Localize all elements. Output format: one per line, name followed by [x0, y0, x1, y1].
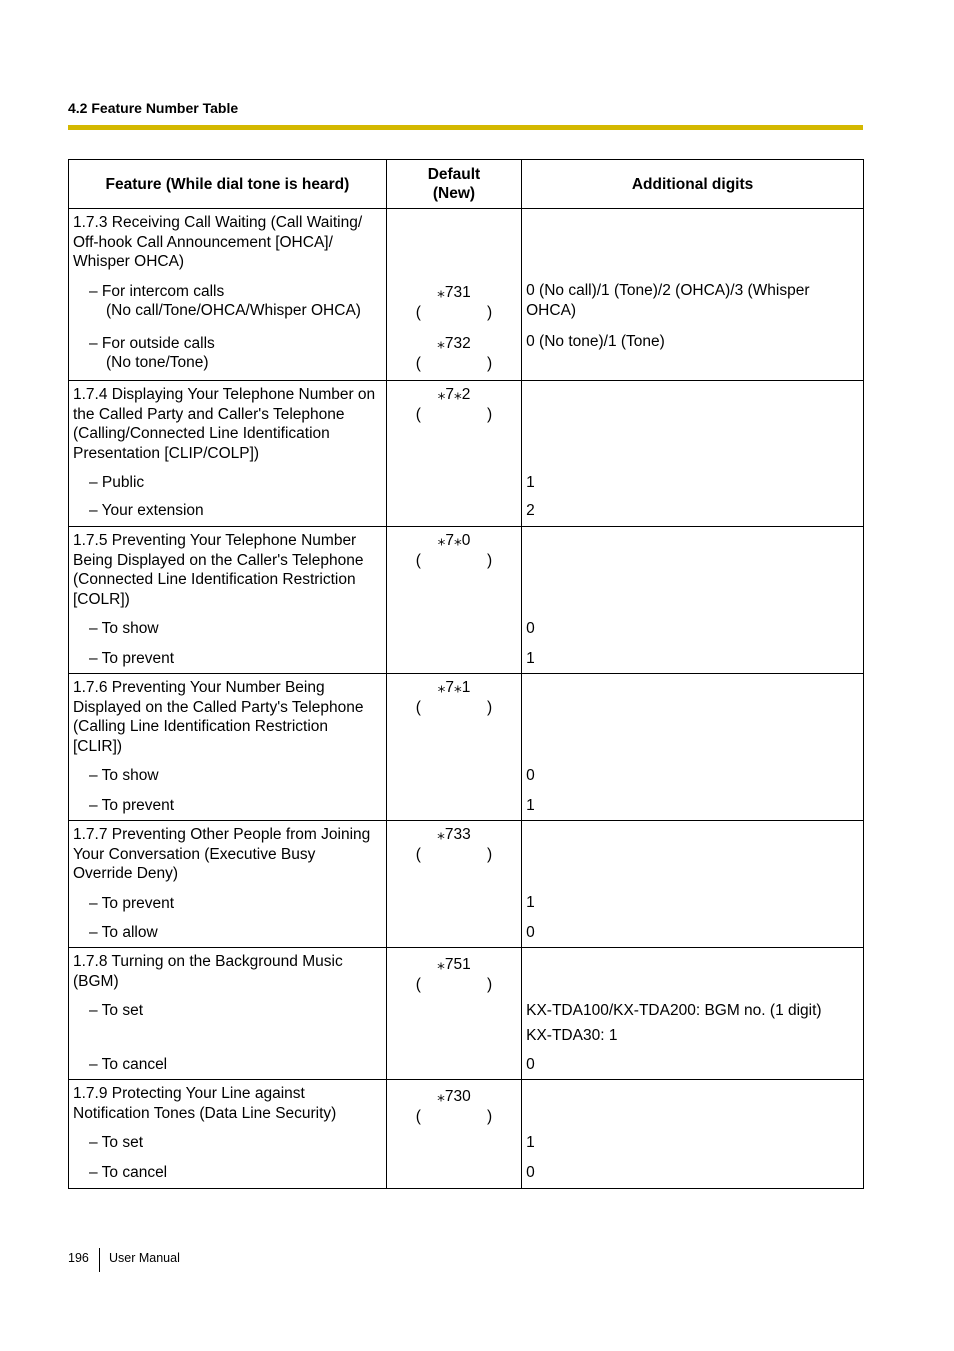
table-row — [69, 209, 864, 381]
feature-cell: 1.7.3 Receiving Call Waiting (Call Waiting/ Off-hook Call Announcement [OHCA]/ Whisper OHCA) – For intercom calls (No call/Tone/OHCA/Whisper OHCA) – For outside calls (No tone/Tone) — [69, 209, 387, 381]
table-row — [69, 381, 864, 527]
feature-cell: 1.7.5 Preventing Your Telephone Number Being Displayed on the Caller's Telephone (Connected Line Identification Restriction [COLR]) – To show – To prevent — [69, 527, 387, 674]
footer-divider — [99, 1248, 100, 1272]
digits-cell: KX-TDA100/KX-TDA200: BGM no. (1 digit) KX-TDA30: 1 0 — [522, 948, 864, 1080]
default-cell: ⁎7⁎2 ( ) — [386, 381, 521, 527]
section-title: 4.2 Feature Number Table — [68, 100, 239, 116]
feature-number-table — [68, 159, 864, 1189]
default-cell: ⁎731 ( ) ⁎732 ( ) — [386, 209, 521, 381]
digits-cell: 0 (No call)/1 (Tone)/2 (OHCA)/3 (Whisper OHCA) 0 (No tone)/1 (Tone) — [522, 209, 864, 381]
header-feature: Feature (While dial tone is heard) — [69, 160, 387, 209]
feature-cell: 1.7.8 Turning on the Background Music (BGM) – To set – To cancel — [69, 948, 387, 1080]
header-additional-digits: Additional digits — [522, 160, 864, 209]
default-cell: ⁎7⁎1 ( ) — [386, 674, 521, 821]
feature-cell: 1.7.6 Preventing Your Number Being Displayed on the Called Party's Telephone (Calling Line Identification Restriction [CLIR]) – To show – To prevent — [69, 674, 387, 821]
footer-label: User Manual — [109, 1251, 180, 1265]
table-row — [69, 821, 864, 948]
header-default: Default (New) — [386, 160, 521, 209]
default-cell: ⁎751 ( ) — [386, 948, 521, 1080]
feature-cell: 1.7.7 Preventing Other People from Joining Your Conversation (Executive Busy Override Deny) – To prevent – To allow — [69, 821, 387, 948]
default-cell: ⁎730 ( ) — [386, 1080, 521, 1189]
digits-cell: 1 0 — [522, 1080, 864, 1189]
digits-cell: 1 2 — [522, 381, 864, 527]
feature-cell: 1.7.4 Displaying Your Telephone Number on the Called Party and Caller's Telephone (Calling/Connected Line Identification Presentation [CLIP/COLP]) – Public – Your extension — [69, 381, 387, 527]
table-row — [69, 948, 864, 1080]
header-rule — [68, 125, 863, 130]
table-row — [69, 1080, 864, 1189]
digits-cell: 0 1 — [522, 527, 864, 674]
page-number: 196 — [68, 1251, 89, 1265]
feature-cell: 1.7.9 Protecting Your Line against Notification Tones (Data Line Security) – To set – To cancel — [69, 1080, 387, 1189]
default-cell: ⁎733 ( ) — [386, 821, 521, 948]
table-row — [69, 674, 864, 821]
default-cell: ⁎7⁎0 ( ) — [386, 527, 521, 674]
digits-cell: 0 1 — [522, 674, 864, 821]
digits-cell: 1 0 — [522, 821, 864, 948]
table-header-row — [69, 160, 864, 209]
table-row — [69, 527, 864, 674]
